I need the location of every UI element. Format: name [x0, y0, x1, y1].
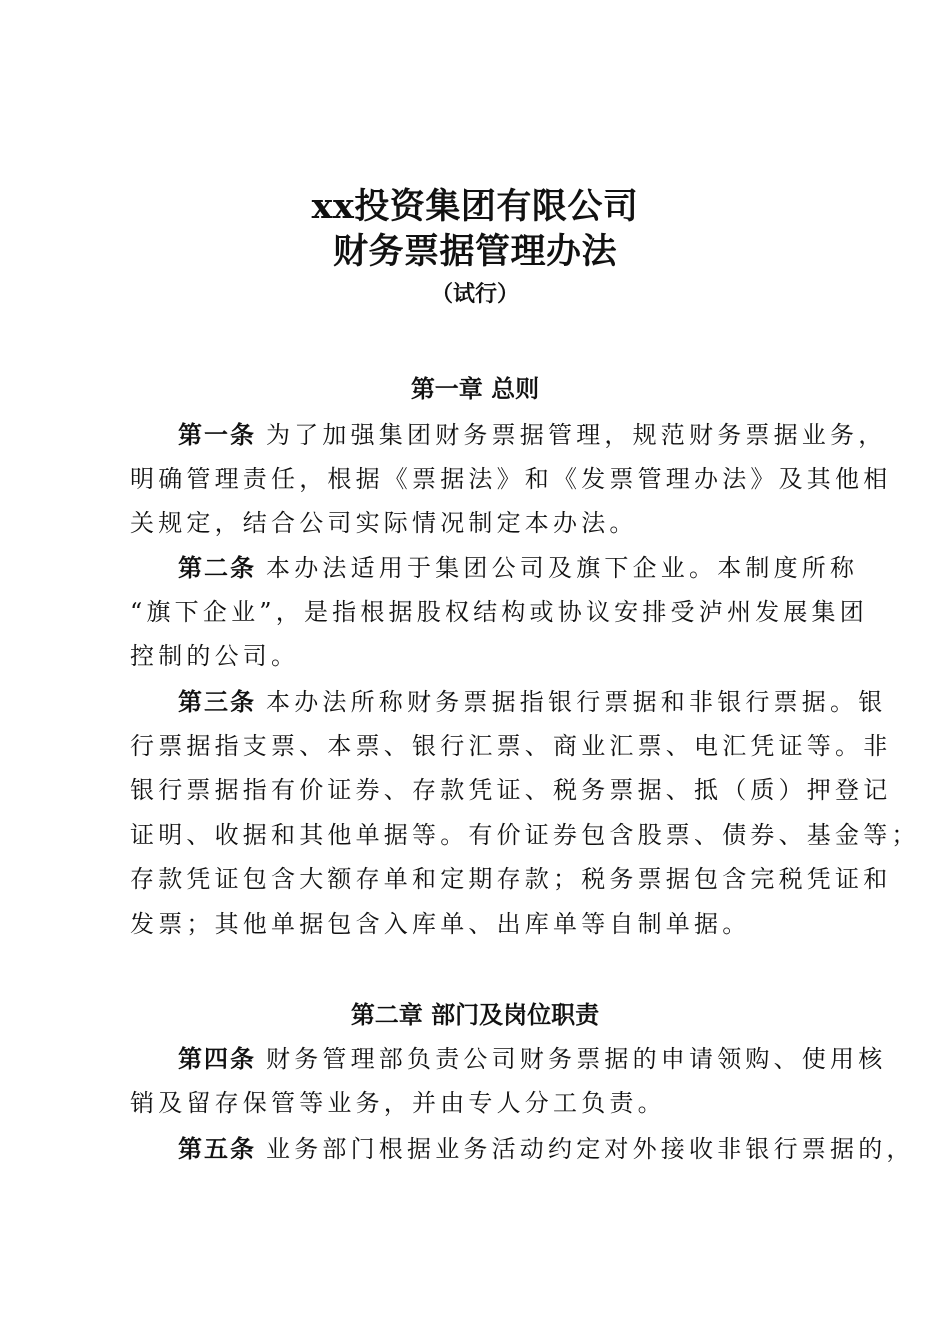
article-1-line-1 — [178, 417, 887, 453]
article-3-line-3: 银行票据指有价证券、存款凭证、税务票据、抵（质）押登记 — [130, 776, 892, 804]
document-trial-note: （试行） — [430, 282, 519, 307]
article-5-text: 业务部门根据业务活动约定对外接收非银行票据的， — [266, 1135, 915, 1163]
article-3-line-1 — [178, 684, 887, 720]
article-5-line-1 — [178, 1131, 915, 1167]
article-3-line-4: 证明、收据和其他单据等。有价证券包含股票、债券、基金等； — [130, 821, 920, 849]
article-3-label: 第三条 — [178, 688, 256, 716]
article-1-line-2: 明确管理责任，根据《票据法》和《发票管理办法》及其他相 — [130, 465, 892, 493]
document-title-line-1: xx投资集团有限公司 — [311, 186, 639, 227]
chapter-2-heading: 第二章 部门及岗位职责 — [350, 1001, 600, 1029]
article-4-line-1 — [178, 1041, 887, 1077]
article-2-text: 本办法适用于集团公司及旗下企业。本制度所称 — [266, 554, 859, 582]
article-4-text: 财务管理部负责公司财务票据的申请领购、使用核 — [266, 1045, 887, 1073]
article-1-label: 第一条 — [178, 421, 256, 449]
article-2-line-3: 控制的公司。 — [130, 642, 300, 670]
article-3-text: 本办法所称财务票据指银行票据和非银行票据。银 — [266, 688, 887, 716]
article-2-line-2: “旗下企业”，是指根据股权结构或协议安排受泸州发展集团 — [130, 598, 868, 626]
article-3-line-6: 发票；其他单据包含入库单、出库单等自制单据。 — [130, 910, 751, 938]
document-title-line-2: 财务票据管理办法 — [332, 231, 617, 272]
article-3-line-2: 行票据指支票、本票、银行汇票、商业汇票、电汇凭证等。非 — [130, 732, 892, 760]
chapter-1-heading: 第一章 总则 — [410, 375, 540, 403]
article-1-text: 为了加强集团财务票据管理，规范财务票据业务， — [266, 421, 887, 449]
article-4-line-2: 销及留存保管等业务，并由专人分工负责。 — [130, 1089, 666, 1117]
article-5-label: 第五条 — [178, 1135, 256, 1163]
article-4-label: 第四条 — [178, 1045, 256, 1073]
article-3-line-5: 存款凭证包含大额存单和定期存款；税务票据包含完税凭证和 — [130, 865, 892, 893]
article-1-line-3: 关规定，结合公司实际情况制定本办法。 — [130, 509, 638, 537]
article-2-line-1 — [178, 550, 878, 586]
article-2-label: 第二条 — [178, 554, 256, 582]
